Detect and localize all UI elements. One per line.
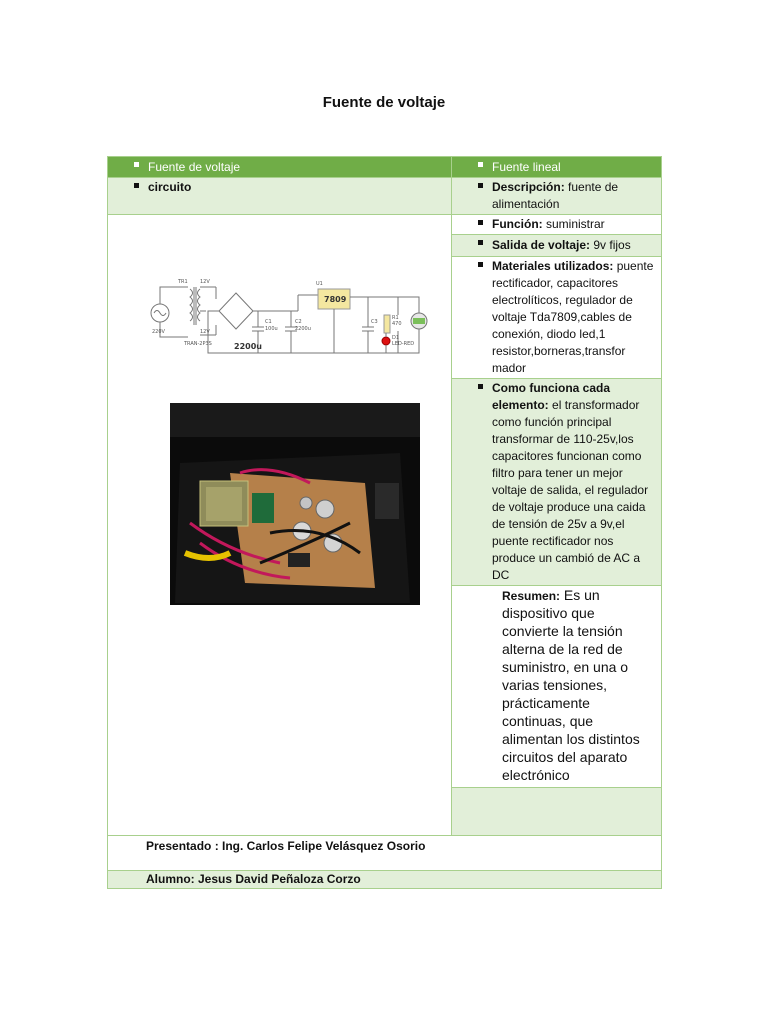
- como-funciona-text: el transformador como función principal transformar de 110-25v,los capacitores funcionan como filtro para tener un mejor voltaje de salida, el regulador de voltaje produce una caida de tensión de 25v a 9v,el puente rectificador nos produce un cambió de AC a DC: [492, 398, 649, 582]
- bullet-icon: [478, 162, 483, 167]
- descripcion-text: fuente de alimentación: [492, 180, 619, 211]
- circuito-label: circuito: [148, 180, 192, 194]
- bullet-icon: [134, 162, 139, 167]
- bullet-icon: [478, 240, 483, 245]
- empty-cell: [452, 788, 662, 836]
- schem-label-12v-top: 12V: [200, 279, 210, 285]
- schem-label-tr: TR1: [178, 279, 188, 285]
- alumno-name: Jesus David Peñaloza Corzo: [194, 872, 361, 886]
- circuit-schematic: [148, 275, 438, 385]
- circuit-images-cell: [108, 215, 452, 836]
- info-table: [107, 156, 662, 889]
- header-cell-right: [452, 157, 662, 178]
- alumno-cell: [108, 871, 662, 889]
- table-row: [108, 178, 662, 215]
- schem-label-d1: D1: [392, 335, 400, 341]
- bullet-icon: [134, 183, 139, 188]
- salida-label: Salida de voltaje:: [492, 238, 591, 252]
- schem-label-c2: C2: [295, 319, 302, 325]
- funcion-label: Función:: [492, 217, 543, 231]
- salida-cell: [452, 235, 662, 257]
- funcion-text: suministrar: [542, 217, 605, 231]
- resumen-text: Es un dispositivo que convierte la tensión alterna de la red de suministro, en una o varias tensiones, prácticamente continuas, que alimentan los distintos circuitos del aparato electrónico: [502, 587, 640, 783]
- schem-label-u1: U1: [316, 281, 323, 287]
- presentado-label: Presentado :: [146, 839, 219, 853]
- table-row: [108, 871, 662, 889]
- schem-label-trafo: TRAN-2P3S: [184, 341, 212, 347]
- salida-text: 9v fijos: [590, 238, 631, 252]
- table-row: [108, 836, 662, 871]
- schem-label-r1: R1: [392, 315, 399, 321]
- resumen-cell: [452, 586, 662, 788]
- materiales-label: Materiales utilizados:: [492, 259, 614, 273]
- como-funciona-cell: [452, 379, 662, 586]
- schem-label-d1v: LED-RED: [392, 341, 415, 347]
- circuit-photo: [170, 403, 420, 605]
- schem-label-220v: 220V: [152, 329, 165, 335]
- materiales-text: puente rectificador, capacitores electrolíticos, regulador de voltaje Tda7809,cables de conexión, diodo led,1 resistor,borneras,transfor mador: [492, 259, 654, 375]
- presentado-name: Ing. Carlos Felipe Velásquez Osorio: [218, 839, 426, 853]
- table-header-row: [108, 157, 662, 178]
- materiales-cell: [452, 257, 662, 379]
- funcion-cell: [452, 215, 662, 235]
- circuito-cell: [108, 178, 452, 215]
- schem-label-c2v: 2200u: [295, 326, 311, 332]
- descripcion-cell: [452, 178, 662, 215]
- schem-label-c3: C3: [371, 319, 378, 325]
- presentado-cell: [108, 836, 662, 871]
- schem-label-regulator: 7809: [324, 295, 347, 304]
- descripcion-label: Descripción:: [492, 180, 565, 194]
- schem-label-12v-bottom: 12V: [200, 329, 210, 335]
- schem-label-c1: C1: [265, 319, 272, 325]
- header-cell-left: [108, 157, 452, 178]
- bullet-icon: [478, 220, 483, 225]
- bullet-icon: [478, 384, 483, 389]
- table-row: [108, 215, 662, 235]
- como-funciona-label: Como funciona cada elemento:: [492, 381, 611, 412]
- alumno-label: Alumno:: [146, 872, 195, 886]
- bullet-icon: [478, 183, 483, 188]
- resumen-label: Resumen:: [502, 589, 561, 603]
- page-title: Fuente de voltaje: [322, 94, 446, 111]
- header-right-text: Fuente lineal: [492, 160, 561, 174]
- schem-label-r1v: 470: [392, 321, 402, 327]
- bullet-icon: [478, 262, 483, 267]
- schem-label-2200u: 2200u: [234, 342, 262, 351]
- schem-label-c1v: 100u: [265, 326, 278, 332]
- header-left-text: Fuente de voltaje: [148, 160, 241, 174]
